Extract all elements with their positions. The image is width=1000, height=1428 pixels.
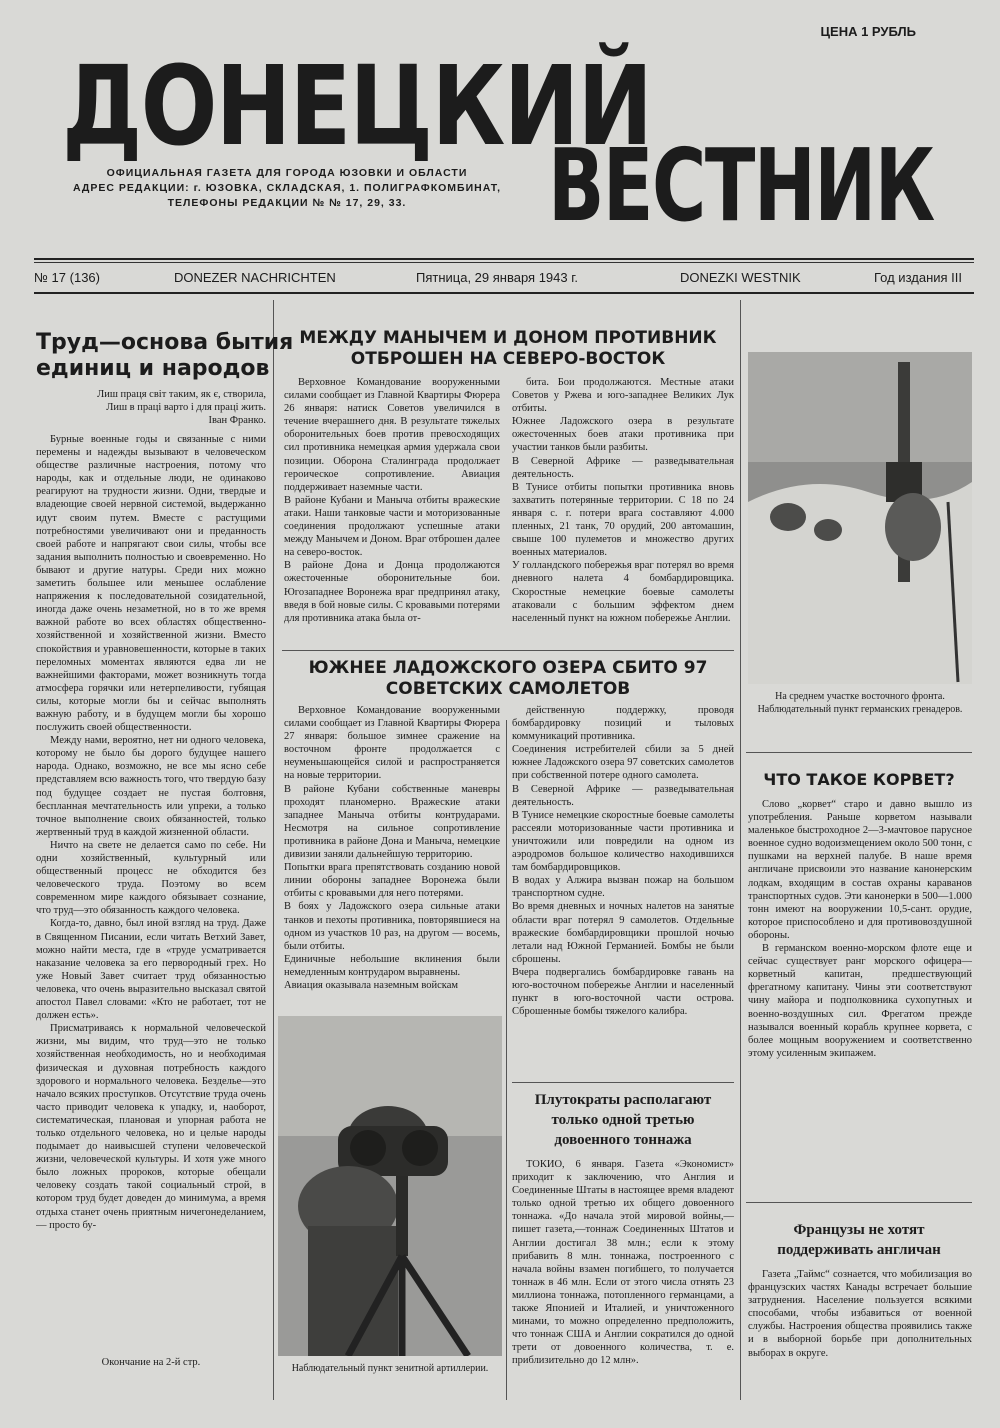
french-title-line2: поддерживать англичан [777, 1242, 941, 1258]
korvet-paragraph-2: В германском военно-морском флоте еще и сейчас существует ранг морского офицера—корветный капитан, предшествующий фрегатному капитану. Чины эти соответствуют чину майора и подполковника сухопутных и военно-воздушных сил. Фрегатом прежде назывался военный корабль крупнее корвета, с более мощным вооружением и соответственно этому усиленным экипажем. [748, 943, 972, 1059]
manych-rule [282, 650, 734, 651]
manych-title-line1: МЕЖДУ МАНЫЧЕМ И ДОНОМ ПРОТИВНИК [299, 328, 717, 348]
photo-antiaircraft-observer [278, 1016, 502, 1356]
price-label: ЦЕНА 1 РУБЛЬ [820, 24, 916, 39]
trud-title-line1: Труд—основа бытия [36, 330, 294, 355]
korvet-rule [746, 752, 972, 753]
official-info [62, 166, 512, 211]
french-title-line1: Французы не хотят [793, 1222, 925, 1238]
issue-date: Пятница, 29 января 1943 г. [416, 270, 578, 285]
photo-top-caption [744, 690, 976, 716]
french-body: Газета „Таймс“ сознается, что мобилизация во французских частях Канады встречает большие затруднения. Население пользуется всякими способами, чтобы избавиться от военной службы. Настроения общества проявились также и в выборной борьбе при дополнительных выборах в округе. [748, 1269, 972, 1359]
trud-epigraph-author: Iван Франко. [208, 415, 266, 426]
photo-bottom-caption: Наблюдательный пункт зенитной артиллерии. [291, 1363, 489, 1374]
korvet-paragraph-1: Слово „корвет“ старо и давно вышло из употребления. Раньше корветом называли маленькое быстроходное 2—3-мачтовое парусное военное судно водоизмещением около 500 тонн, с пушками на верхней палубе. В наше время англичане присвоили это название канонерским лодкам, входящим в состав охраны караванов транспортных судов. Эти канонерки в 500—1.000 тонн имеют на вооружении 10,5-сант. орудие, которое приспособлено и для противовоздушной обороны. [748, 799, 972, 941]
trud-paragraph-1: Бурные военные годы и связанные с ними перемены и надежды вызывают в человеческом обществе различные настроения, потому что народы, как и отдельные люди, не одинаково реагируют на трудности жизни. Одни, твердые и владеющие своей нервной системой, выдержанно идут своим путем. Вместе с растущими потребностями увеличивают они и преданность своей работе и напрягают свои силы, чтобы все задания выполнить полностью и своевременно. Но бывают и другие натуры. Среди них можно заметить большее или меньшее ослабление напряжения к последовательной созидательной, иногда даже очень незаметной, но в то же время важной работе во всех областях общественно-хозяйственной и хозяйственной жизни. Вместо спокойствия и уравновешенности, которые в таких переломных моментах являются едва ли не важнейшими факторами, может возникнуть тогда атмосфера горячки или нетерпеливости, губящая силы, которые могли бы и сейчас выполнять важную работу, и в будущем могли бы хорошо послужить своей общественности. [36, 434, 266, 734]
german-title: DONEZER NACHRICHTEN [174, 270, 336, 285]
publication-year: Год издания III [874, 270, 962, 285]
infoline-rule [34, 292, 974, 294]
plutocrats-rule [512, 1082, 734, 1083]
trud-epigraph [36, 388, 266, 427]
manych-col-1: Верховное Командование вооруженными силами сообщает из Главной Квартиры Фюрера 26 января: натиск Советов увеличился в течение вчерашнего дня. В результате тяжелых оборонительных боев против превосходящих сил противника немецкая армия удержала свои позиции. Оборона Сталинграда продолжает героическое сопротивление. Авиация поддерживает наземные части. В районе Кубани и Маныча отбиты вражеские атаки. Наши танковые части и моторизованные соединения продолжают успешные атаки между Манычем и Доном. Враг отброшен далее на северо-восток. В районе Дона и Донца продолжаются ожесточенные оборонительные бои. Югозападнее Воронежа враг предпринял атаку, введя в бой новые силы. С кровавыми потерями для противника атака была от- [284, 377, 500, 624]
ladoga-title [282, 658, 734, 700]
photo-eastern-front [748, 352, 972, 684]
trud-title [36, 330, 294, 382]
official-line-1: ОФИЦИАЛЬНАЯ ГАЗЕТА ДЛЯ ГОРОДА ЮЗОВКИ И ОБЛАСТИ [106, 167, 468, 179]
trud-body [36, 433, 266, 1353]
ladoga-col-1: Верховное Командование вооруженными силами сообщает из Главной Квартиры Фюрера 27 января: большое зимнее сражение на восточном фронте продолжается с неуменьшающейся силой и распространяется на новые территории. В районе Кубани собственные маневры проходят планомерно. Вражеские атаки западнее Маныча отбиты контрударами. Несмотря на сильное сопротивление противника в районе Дона и Маныча, немецкие дивизии заняли дальнейшую территорию. Попытки врага препятствовать созданию новой линии обороны западнее Воронежа были отбиты с кровавыми для него потерями. В боях у Ладожского озера сильные атаки танков и пехоты противника, повторявшиеся на одном из участков 10 раз, на другом — восемь, были отбиты. Единичные небольшие вклинения были немедленным контрударом выравнены. Авиация оказывала наземным войскам [284, 705, 500, 991]
plutocrats-title-line3: довоенного тоннажа [554, 1132, 692, 1148]
column-divider-3 [506, 720, 507, 1400]
trud-title-line2: единиц и народов [36, 356, 270, 381]
korvet-title: ЧТО ТАКОЕ КОРВЕТ? [763, 770, 955, 789]
ladoga-title-line2: СОВЕТСКИХ САМОЛЕТОВ [385, 679, 631, 699]
ladoga-col-2: действенную поддержку, проводя бомбардировку позиций и тыловых коммуникаций противника. Соединения истребителей сбили за 5 дней южнее Ладожского озера 97 советских самолетов при собственной потере одного самолета. В Северной Африке — разведывательная деятельность. В Тунисе немецкие скоростные боевые самолеты рассеяли моторизованные части противника и уничтожили или повредили на одном из аэродромов большое количество находившихся там бомбардировщиков. В водах у Алжира вызван пожар на большом транспортном судне. Во время дневных и ночных налетов на занятые области враг потерял 9 самолетов. Отдельные вражеские бомбардировщики прошлой ночью летали над Южной Германией. Бомбы не были сброшены. Вчера подвергались бомбардировке гавань на юго-восточном побережье Англии и населенный пункт в юго-восточной части острова. Сброшенные бомбы тяжелого калибра. [512, 705, 734, 1018]
article-manych [282, 328, 734, 370]
masthead-rule-thin [34, 262, 974, 263]
article-trud [36, 330, 294, 1368]
trud-paragraph-2: Между нами, вероятно, нет ни одного человека, которому не было бы дорого будущее нашего народа. Однако, возможно, не все мы ясно себе представляем всю важность того, что твердую базу под будущее создает не пустая болтовня, беспланная мечтательность или упреки, а только точное выполнение своих обязанностей, только жертвенный труд в каждой жизненной области. [36, 735, 266, 838]
trud-paragraph-4: Когда-то, давно, был иной взгляд на труд. Даже в Священном Писании, если читать Ветхий Завет, можно найти места, где в «труде усматривается наказание человека за его первородный грех. Но уже Новый Завет считает труд обязанностью человека, что очень выразительно высказал святой апостол Павел словами: «Кто не работает, тот не должен есть». [36, 918, 266, 1022]
official-line-2: АДРЕС РЕДАКЦИИ: г. ЮЗОВКА, СКЛАДСКАЯ, 1. ПОЛИГРАФКОМБИНАТ, [72, 182, 502, 194]
article-ladoga [282, 658, 734, 700]
issue-number: № 17 (136) [34, 270, 100, 285]
manych-title [282, 328, 734, 370]
korvet-body [748, 798, 972, 1170]
plutocrats-title [512, 1090, 734, 1150]
official-line-3: ТЕЛЕФОНЫ РЕДАКЦИИ № № 17, 29, 33. [167, 197, 407, 209]
french-title [746, 1220, 972, 1260]
ladoga-title-line1: ЮЖНЕЕ ЛАДОЖСКОГО ОЗЕРА СБИТО 97 [308, 658, 708, 678]
plutocrats-title-line2: только одной третью [551, 1112, 695, 1128]
masthead-title-line1: ДОНЕЦКИЙ [62, 42, 652, 170]
photo-top-caption-line1: На среднем участке восточного фронта. [775, 691, 945, 702]
photo-eastern-front-image [748, 352, 972, 684]
trud-epigraph-line2: Лиш в працi варто i для працi жить. [106, 402, 266, 413]
masthead-rule [34, 258, 974, 260]
photo-top-caption-line2: Наблюдательный пункт германских гренадеров. [757, 704, 963, 715]
plutocrats-body: ТОКИО, 6 января. Газета «Экономист» приходит к заключению, что Англия и Соединенные Штаты в настоящее время владеют только одной третью их общего довоенного тоннажа. «До начала этой мировой войны,—пишет газета,—тоннаж Соединенных Штатов и Англии достигал 38 млн.; если к этому прибавить 8 млн. тоннажа, построенного с начала войны взамен погибшего, то получается тоннаж в 46 млн. Если от этого числа отнять 23 миллиона тоннажа, потопленного германцами, а также Японией и Италией, и уничтоженного минами, то можно определенно предположить, что тоннаж США и Англии сократился до одной трети от довоенного количества, т. е. приблизительно до 12 млн». [512, 1159, 734, 1367]
column-divider-2 [740, 300, 741, 1400]
manych-title-line2: ОТБРОШЕН НА СЕВЕРО-ВОСТОК [350, 349, 666, 369]
trud-paragraph-3: Ничто на свете не делается само по себе. Ни одни хозяйственный, культурный или общественный процесс не обходится без человеческого труда. Поэтому во всем современном мире каждого обязывает сознание, что труд—это обязанность каждого человека. [36, 839, 266, 917]
trud-paragraph-5: Присматриваясь к нормальной человеческой жизни, мы видим, что труд—это не только хозяйственная необходимость, но и необходимая физическая и духовная потребность каждого здорового и нормального человека. Безделье—это начало всяких проступков. Отсутствие труда очень часто приводит человека к упадку, и, наоборот, систематическая, плановая и упорная работа не только отдельного человека, но и целые народы подымает до наивысшей ступени человеческой жизни, человеческой культуры. И хотя уже много было ложных пророков, которые обещали человеку создать такой социальный строй, в котором труд будет доведен до минимума, а время отдыха станет очень приятным ничегонеделанием, — просто бу- [36, 1023, 266, 1231]
plutocrats-title-line1: Плутократы располагают [534, 1092, 712, 1108]
french-rule [746, 1202, 972, 1203]
manych-col-2: бита. Бои продолжаются. Местные атаки Советов у Ржева и юго-западнее Великих Лук отбиты. Южнее Ладожского озера в результате ожесточенных боев атаки противника при участии танков были разбиты. В Северной Африке — разведывательная деятельность. В Тунисе отбиты попытки противника вновь захватить потерянные территории. С 18 по 24 января с. г. потери врага составляют 4.000 пленных, 21 танк, 70 орудий, 200 автомашин, свыше 100 пулеметов и множество других военных материалов. У голландского побережья враг потерял во время дневного налета 4 бомбардировщика. Скоростные немецкие боевые самолеты атаковали с большим эффектом днем населенный пункт на южном побережье Англии. [512, 377, 734, 624]
trud-continued: Окончание на 2-й стр. [101, 1357, 201, 1368]
column-divider-1 [273, 300, 274, 1400]
latin-title: DONEZKI WESTNIK [680, 270, 801, 285]
photo-antiaircraft-image [278, 1016, 502, 1356]
trud-epigraph-line1: Лиш праця свiт таким, як є, створила, [97, 389, 266, 400]
masthead-title-line2: ВЕСТНИК [548, 127, 934, 244]
